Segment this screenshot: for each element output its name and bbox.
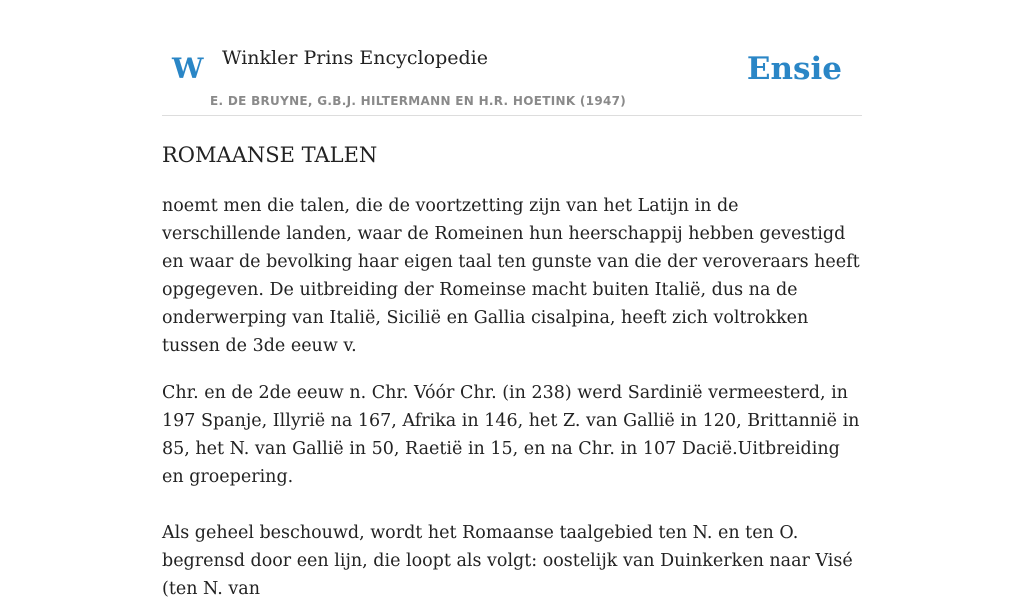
article-paragraph: Als geheel beschouwd, wordt het Romaanse taalgebied ten N. en ten O. begrensd door een lijn, die loopt als volgt: oostelijk van Duinkerken naar Visé (ten N. van [162,523,853,599]
article-paragraph: noemt men die talen, die de voortzetting zijn van het Latijn in de verschillende landen, waar de Romeinen hun heerschappij hebben gevestigd en waar de bevolking haar eigen taal ten gunste van die der veroveraars heeft opgegeven. De uitbreiding der Romeinse macht buiten Italië, dus na de onderwerping van Italië, Sicilië en Gallia cisalpina, heeft zich voltrokken tussen de 3de eeuw v. [162,196,860,356]
article-title: ROMAANSE TALEN [162,143,378,167]
publication-title: Winkler Prins Encyclopedie [222,47,488,69]
site-header [162,0,862,116]
ensie-brand-logo[interactable]: Ensie [746,51,842,87]
article-paragraph: Chr. en de 2de eeuw n. Chr. Vóór Chr. (in 238) werd Sardinië vermeesterd, in 197 Spanje, Illyrië na 167, Afrika in 146, het Z. van Gallië in 120, Brittannië in 85, het N. van Gallië in 50, Raetië in 15, en na Chr. in 107 Dacië.Uitbreiding en groepering. [162,383,860,487]
article-body [162,192,862,603]
winkler-prins-logo[interactable]: W [172,52,204,85]
article-page [162,0,862,599]
authors-line: E. DE BRUYNE, G.B.J. HILTERMANN EN H.R. HOETINK (1947) [210,94,627,108]
